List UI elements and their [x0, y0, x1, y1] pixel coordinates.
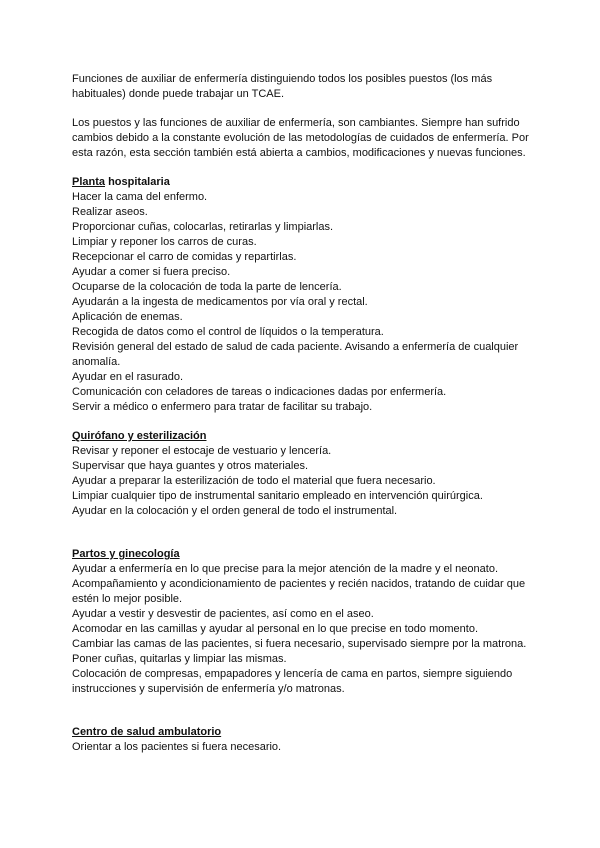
list-item: Recogida de datos como el control de líquidos o la temperatura.: [72, 326, 384, 338]
list-item: Proporcionar cuñas, colocarlas, retirarlas y limpiarlas.: [72, 221, 334, 233]
section-centro-salud-ambulatorio: [72, 725, 532, 755]
list-item: Recepcionar el carro de comidas y repartirlas.: [72, 251, 297, 263]
section-title-underlined: Centro de salud ambulatorio: [72, 726, 222, 738]
document-page: [72, 72, 532, 769]
section-title: [72, 175, 532, 190]
section-title-rest: hospitalaria: [105, 176, 170, 188]
list-item: Aplicación de enemas.: [72, 311, 183, 323]
section-title: [72, 725, 532, 740]
list-item: Realizar aseos.: [72, 206, 148, 218]
list-item: Ayudar en el rasurado.: [72, 371, 184, 383]
list-item: Ayudarán a la ingesta de medicamentos por vía oral y rectal.: [72, 296, 368, 308]
list-item: Supervisar que haya guantes y otros materiales.: [72, 460, 309, 472]
section-title-underlined: Planta: [72, 176, 106, 188]
section-title: [72, 547, 532, 562]
list-item: Ocuparse de la colocación de toda la parte de lencería.: [72, 281, 342, 293]
section-planta-hospitalaria: [72, 175, 532, 415]
list-item: Limpiar y reponer los carros de curas.: [72, 236, 257, 248]
list-item: Ayudar a vestir y desvestir de pacientes, así como en el aseo.: [72, 608, 374, 620]
intro-paragraph: Funciones de auxiliar de enfermería distinguiendo todos los posibles puestos (los más habituales) donde puede trabajar un TCAE.: [72, 73, 493, 100]
list-item: Ayudar a enfermería en lo que precise para la mejor atención de la madre y el neonato.: [72, 563, 498, 575]
list-item: Ayudar a preparar la esterilización de todo el material que fuera necesario.: [72, 475, 436, 487]
list-item: Acompañamiento y acondicionamiento de pacientes y recién nacidos, tratando de cuidar que estén lo mejor posible.: [72, 578, 526, 605]
section-items: [72, 190, 532, 415]
list-item: Ayudar a comer si fuera preciso.: [72, 266, 231, 278]
section-items: [72, 444, 532, 519]
list-item: Cambiar las camas de las pacientes, si fuera necesario, supervisado siempre por la matrona.: [72, 638, 527, 650]
spacer: [72, 533, 532, 547]
list-item: Ayudar en la colocación y el orden general de todo el instrumental.: [72, 505, 398, 517]
list-item: Colocación de compresas, empapadores y lencería de cama en partos, siempre siguiendo instrucciones y supervisión de enfermería y/o matronas.: [72, 668, 513, 695]
spacer: [72, 711, 532, 725]
section-partos-ginecologia: [72, 547, 532, 697]
section-title: [72, 429, 532, 444]
list-item: Revisión general del estado de salud de cada paciente. Avisando a enfermería de cualquier anomalía.: [72, 341, 519, 368]
section-items: [72, 740, 532, 755]
section-quirofano-esterilizacion: [72, 429, 532, 519]
list-item: Hacer la cama del enfermo.: [72, 191, 208, 203]
section-title-underlined: Partos y ginecología: [72, 548, 180, 560]
description-paragraph: Los puestos y las funciones de auxiliar de enfermería, son cambiantes. Siempre han sufrido cambios debido a la constante evolución de las metodologías de cuidados de enfermería. Por esta razón, esta sección también está abierta a cambios, modificaciones y nuevas funciones.: [72, 117, 529, 159]
list-item: Revisar y reponer el estocaje de vestuario y lencería.: [72, 445, 332, 457]
list-item: Comunicación con celadores de tareas o indicaciones dadas por enfermería.: [72, 386, 447, 398]
list-item: Poner cuñas, quitarlas y limpiar las mismas.: [72, 653, 287, 665]
list-item: Orientar a los pacientes si fuera necesario.: [72, 741, 282, 753]
list-item: Servir a médico o enfermero para tratar de facilitar su trabajo.: [72, 401, 373, 413]
section-items: [72, 562, 532, 697]
list-item: Acomodar en las camillas y ayudar al personal en lo que precise en todo momento.: [72, 623, 479, 635]
list-item: Limpiar cualquier tipo de instrumental sanitario empleado en intervención quirúrgica.: [72, 490, 483, 502]
section-title-underlined: Quirófano y esterilización: [72, 430, 207, 442]
